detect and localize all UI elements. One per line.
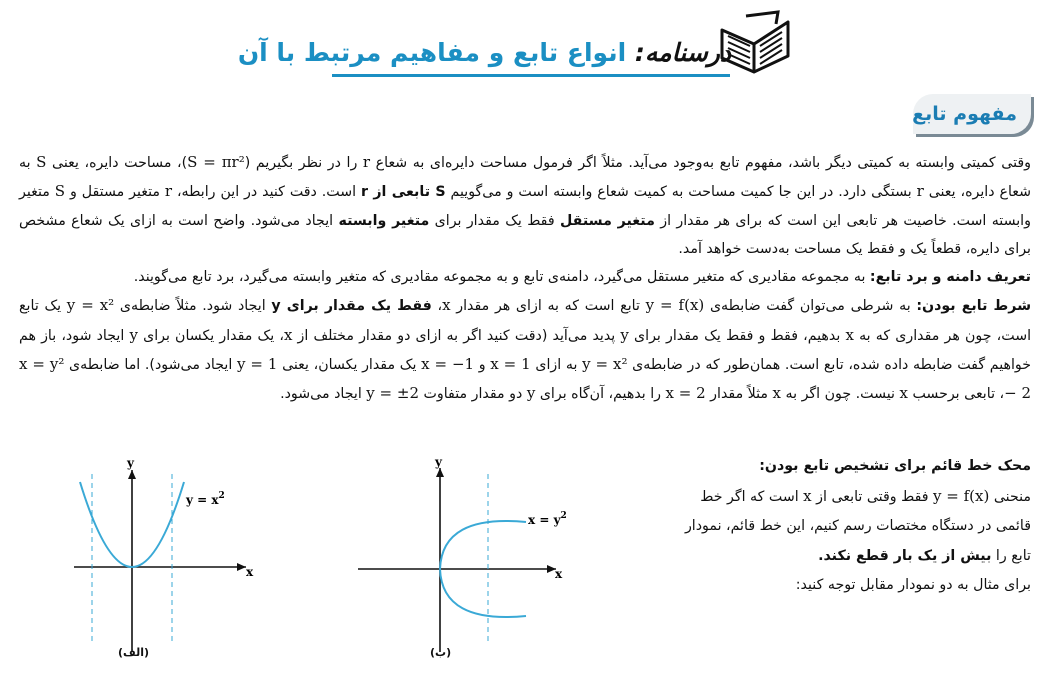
function-label-exponent: 2 <box>560 511 567 521</box>
text-run: به شعاع دایره، یعنی <box>19 155 1032 201</box>
math-expression: y <box>129 325 138 344</box>
math-expression: y = x² <box>66 296 115 315</box>
y-axis-arrow-icon <box>436 468 444 477</box>
text-run: بدهیم، فقط و فقط یک مقدار برای <box>628 327 846 344</box>
text-run: ایجاد شود. مثلاً ضابطه‌ی <box>114 298 272 315</box>
text-run: بستگی دارد. در این جا کمیت مساحت به کمیت شعاع وابسته است و می‌گوییم <box>445 184 917 201</box>
vertical-line-test-title: محک خط قائم برای تشخیص تابع بودن: <box>759 458 1031 474</box>
text-run: به شرطی می‌توان گفت ضابطه‌ی <box>704 298 917 315</box>
function-label-exponent: 2 <box>218 491 225 501</box>
text-run: به ازای <box>530 357 583 374</box>
math-expression: y <box>620 325 629 344</box>
text-run: دو مقدار متفاوت <box>419 386 527 403</box>
bold-text: S تابعی از r <box>360 184 446 201</box>
section-heading <box>913 94 1031 134</box>
paragraph-domain-range <box>19 263 1031 291</box>
function-label-text: y = x <box>186 493 219 507</box>
section-heading-label: مفهوم تابع <box>912 103 1017 125</box>
text-run: وقتی کمیتی وابسته به کمیتی دیگر باشد، مفهوم تابع به‌وجود می‌آید. مثلاً اگر فرمول مساحت دایره‌ای به شعاع <box>370 155 1031 171</box>
math-expression: y = ±2 <box>366 384 419 403</box>
page-header <box>0 0 1049 90</box>
lesson-body <box>19 148 1031 409</box>
math-expression: S <box>36 153 47 171</box>
math-expression: y = x² <box>582 355 628 374</box>
function-label <box>528 511 567 527</box>
text-run: تابع است که به ازای هر مقدار <box>450 298 646 315</box>
math-expression: x = 1 <box>490 355 531 374</box>
text-run: را بدهیم، آن‌گاه برای <box>535 386 666 403</box>
text-run: مثلاً مقدار <box>705 386 773 403</box>
text-run: ایجاد شود، باز هم خواهیم گفت ضابطه داده شده، تابع است. همان‌طور که در ضابطه‌ی <box>19 327 1032 374</box>
graph-parabola-plot <box>60 452 260 662</box>
math-expression: x <box>845 325 854 344</box>
vertical-line-test <box>661 452 1031 601</box>
vertical-line-test-note: برای مثال به دو نمودار مقابل توجه کنید: <box>795 577 1031 593</box>
lesson-label: درسنامه: <box>634 38 731 67</box>
math-expression: y <box>526 384 536 403</box>
bold-text: متغیر مستقل <box>559 212 655 229</box>
text-run: ایجاد می‌شود. <box>280 386 367 403</box>
text-run: را در نظر بگیریم ( <box>244 155 363 171</box>
title-underline <box>332 74 730 77</box>
graph-sideways-parabola <box>350 452 580 662</box>
function-label-text: x = y <box>528 513 561 527</box>
y-axis-label: y <box>127 456 134 470</box>
math-expression: r <box>916 182 924 201</box>
math-expression: x <box>899 384 908 403</box>
math-expression: r <box>362 153 371 171</box>
text-run: ، تابعی برحسب <box>907 386 1005 403</box>
bold-text: شرط تابع بودن: <box>916 298 1032 315</box>
math-expression: r <box>164 182 173 201</box>
graph-caption-b: (ب) <box>430 646 452 659</box>
paragraph-function-concept <box>19 148 1031 263</box>
text-run: به مجموعه مقادیری که متغیر مستقل می‌گیرد، دامنه‌ی تابع و به مجموعه مقادیری که متغیر وابسته می‌گیرد، برد تابع می‌گویند. <box>133 269 870 286</box>
text-run: یک مقدار یکسان، یعنی <box>277 357 422 374</box>
text-run: و <box>474 357 491 374</box>
math-expression: y = f(x) <box>933 486 990 505</box>
text-run: است که اگر خط قائمی در دستگاه مختصات رسم کنیم، این خط قائم، نمودار تابع را <box>684 488 1031 564</box>
bold-text: بیش از یک بار قطع نکند. <box>818 547 992 564</box>
text-run: ایجاد می‌شود. واضح است به ازای یک شعاع مشخص برای دایره، قطعاً یک و فقط یک مساحت به‌دست خواهد آمد. <box>19 212 1031 257</box>
graph-parabola <box>60 452 260 662</box>
y-axis-label: y <box>435 455 442 469</box>
x-axis-arrow-icon <box>237 563 246 571</box>
text-run: است. دقت کنید در این رابطه، <box>172 184 361 201</box>
math-expression: y = f(x) <box>645 296 705 315</box>
math-expression: x <box>442 296 451 315</box>
text-run: نیست. چون اگر به <box>781 386 900 403</box>
text-run: فقط وقتی تابعی از <box>811 488 934 505</box>
bold-text: فقط یک مقدار برای y <box>271 298 432 315</box>
text-run: متغیر مستقل و <box>65 184 165 201</box>
x-axis-label: x <box>246 565 254 579</box>
graph-sideways-parabola-plot <box>350 452 580 662</box>
text-run: متغیر وابسته است. خاصیت هر تابعی این است که برای هر مقدار از <box>19 184 1031 229</box>
math-expression: S = πr² <box>187 153 245 171</box>
text-run: منحنی <box>989 488 1031 505</box>
math-expression: y = 1 <box>236 355 278 374</box>
math-expression: S <box>54 182 66 201</box>
text-run: ایجاد می‌شود). اما ضابطه‌ی <box>64 357 237 374</box>
math-expression: x <box>772 384 782 403</box>
paragraph-function-condition <box>19 291 1031 408</box>
math-expression: x = −1 <box>421 355 475 374</box>
graph-caption-a: (الف) <box>118 646 150 659</box>
y-axis-arrow-icon <box>128 470 136 479</box>
math-expression: x <box>803 486 812 505</box>
text-run: فقط یک مقدار برای <box>429 212 560 229</box>
bold-text: متغیر وابسته <box>338 212 430 229</box>
text-run: ، <box>431 298 443 315</box>
function-label <box>185 491 225 507</box>
x-axis-label: x <box>555 567 563 581</box>
text-run: ، یک مقدار یکسان برای <box>137 327 284 344</box>
lesson-title: انواع تابع و مفاهیم مرتبط با آن <box>237 38 627 67</box>
bold-text: تعریف دامنه و برد تابع: <box>869 269 1031 286</box>
vertical-line-test-body <box>661 482 1031 572</box>
text-run: پدید می‌آید (دقت کنید اگر به ازای دو مقدار مختلف از <box>292 327 621 344</box>
math-expression: x = y² − 2 <box>19 355 1031 403</box>
math-expression: x <box>283 325 293 344</box>
text-run: )، مساحت دایره، یعنی <box>46 155 188 171</box>
page-title <box>238 38 731 67</box>
text-run: یک تابع است، چون هر مقداری که به <box>19 298 1032 344</box>
math-expression: x = 2 <box>665 384 706 403</box>
